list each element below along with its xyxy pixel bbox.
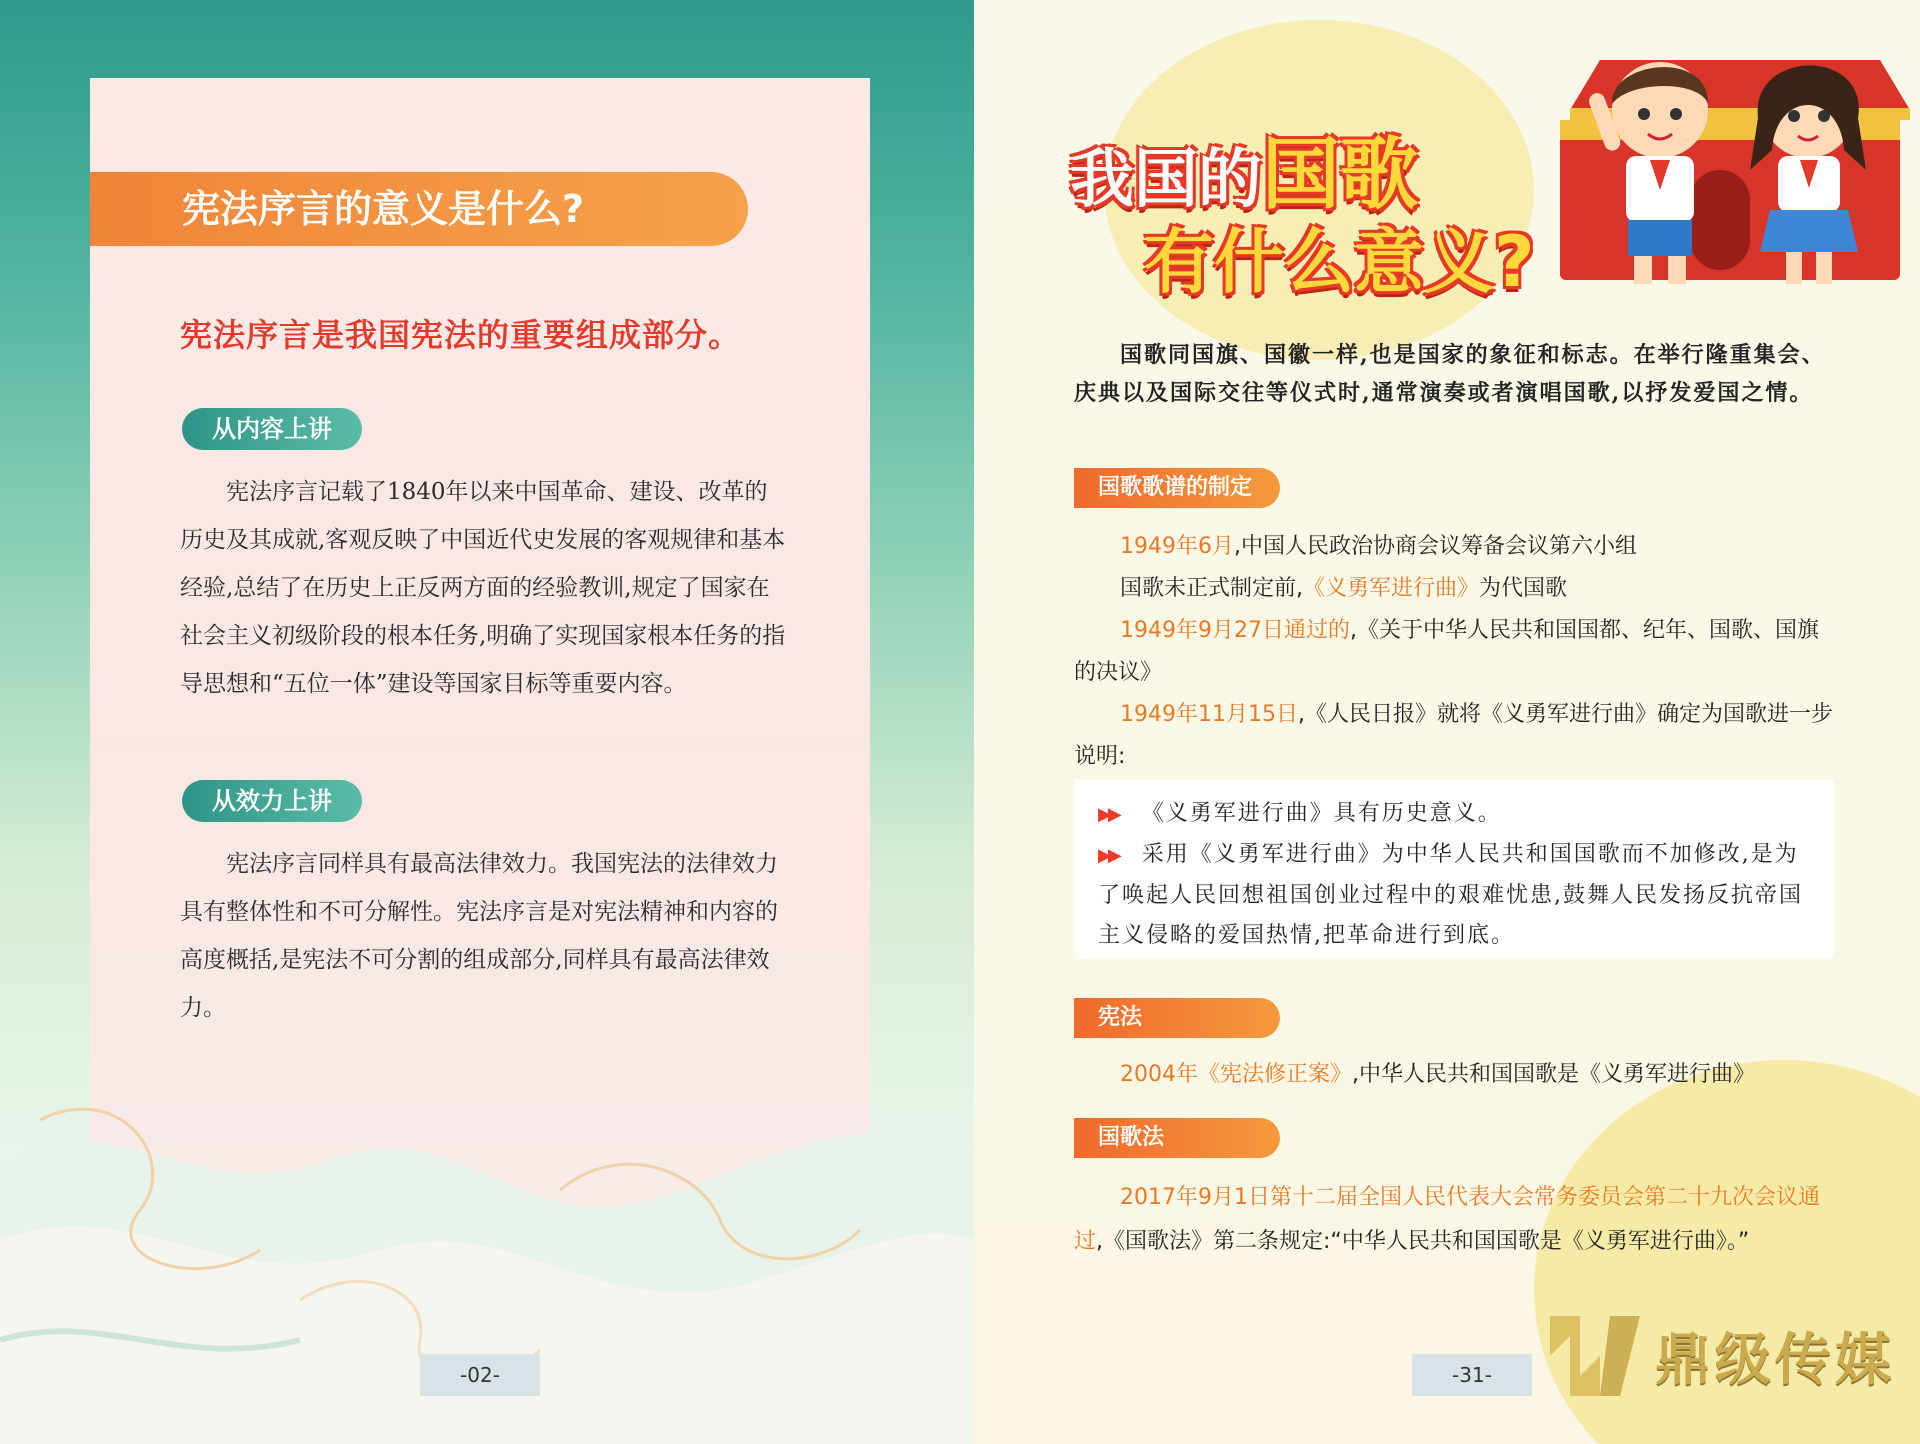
history-text: ,中国人民政治协商会议筹备会议第六小组 — [1234, 534, 1637, 559]
watermark-text: 鼎级传媒 — [1655, 1327, 1895, 1393]
intro-text: 国歌同国旗、国徽一样,也是国家的象征和标志。在举行隆重集会、庆典以及国际交往等仪式时,通常演奏或者演唱国歌,以抒发爱国之情。 — [1074, 342, 1826, 406]
section-label-content: 从内容上讲 — [182, 408, 362, 450]
history-line-2 — [1120, 568, 1567, 610]
section-label-effect: 从效力上讲 — [182, 780, 362, 822]
constitution-text: ,中华人民共和国国歌是《义勇军进行曲》 — [1352, 1062, 1755, 1087]
children-illustration — [1540, 0, 1920, 300]
title-line-2: 有什么意义? — [1144, 221, 1535, 303]
anthem-law-text: ,《国歌法》第二条规定:“中华人民共和国国歌是《义勇军进行曲》。” — [1096, 1229, 1750, 1254]
tag-anthem-score: 国歌歌谱的制定 — [1074, 468, 1280, 508]
question-banner: 宪法序言的意义是什么? — [90, 172, 748, 246]
explanation-box — [1074, 780, 1834, 958]
history-text: ,《人民日报》就将《义勇军进行曲》确定为国歌进一步说明: — [1074, 702, 1833, 769]
history-line-4 — [1074, 694, 1834, 778]
date-highlight: 1949年6月 — [1120, 534, 1234, 559]
anthem-law-line — [1074, 1176, 1834, 1264]
answer-heading: 宪法序言是我国宪法的重要组成部分。 — [180, 316, 742, 354]
history-text: 为代国歌 — [1479, 576, 1568, 601]
explanation-text: 《义勇军进行曲》具有历史意义。 — [1141, 801, 1502, 826]
date-highlight: 2017年9月1日第十二届全国人民代表大会常务委员会第二十九次会议通过 — [1074, 1185, 1820, 1254]
title-highlight-inline: 《义勇军进行曲》 — [1303, 576, 1480, 601]
explanation-item-2 — [1098, 835, 1810, 956]
page-number-right: -31- — [1412, 1354, 1532, 1396]
history-line-1 — [1120, 526, 1637, 568]
date-highlight: 2004年《宪法修正案》 — [1120, 1062, 1352, 1087]
history-text: ,《关于中华人民共和国国都、纪年、国歌、国旗的决议》 — [1074, 618, 1819, 685]
tag-constitution: 宪法 — [1074, 998, 1280, 1038]
tag-anthem-law: 国歌法 — [1074, 1118, 1280, 1158]
history-line-3 — [1074, 610, 1834, 694]
paragraph-content: 宪法序言记载了1840年以来中国革命、建设、改革的历史及其成就,客观反映了中国近代史发展的客观规律和基本经验,总结了在历史上正反两方面的经验教训,规定了国家在社会主义初级阶段的根本任务,明确了实现国家根本任务的指导思想和“五位一体”建设等国家目标等重要内容。 — [180, 479, 786, 697]
date-highlight: 1949年9月27日通过的 — [1120, 618, 1350, 643]
constitution-line — [1120, 1054, 1755, 1096]
double-arrow-icon: ▶▶ — [1098, 804, 1118, 825]
page-number-left: -02- — [420, 1354, 540, 1396]
title-prefix: 我国的 — [1070, 143, 1262, 217]
date-highlight: 1949年11月15日 — [1120, 702, 1298, 727]
paragraph-effect: 宪法序言同样具有最高法律效力。我国宪法的法律效力具有整体性和不可分解性。宪法序言是对宪法精神和内容的高度概括,是宪法不可分割的组成部分,同样具有最高法律效力。 — [180, 851, 778, 1021]
double-arrow-icon: ▶▶ — [1098, 845, 1118, 866]
intro-paragraph — [1074, 336, 1834, 412]
history-text: 国歌未正式制定前, — [1120, 576, 1303, 601]
title-highlight: 国歌 — [1262, 130, 1419, 220]
explanation-item-1 — [1098, 794, 1810, 835]
explanation-text: 采用《义勇军进行曲》为中华人民共和国国歌而不加修改,是为了唤起人民回想祖国创业过程中的艰难忧患,鼓舞人民发扬反抗帝国主义侵略的爱国热情,把革命进行到底。 — [1098, 842, 1803, 948]
